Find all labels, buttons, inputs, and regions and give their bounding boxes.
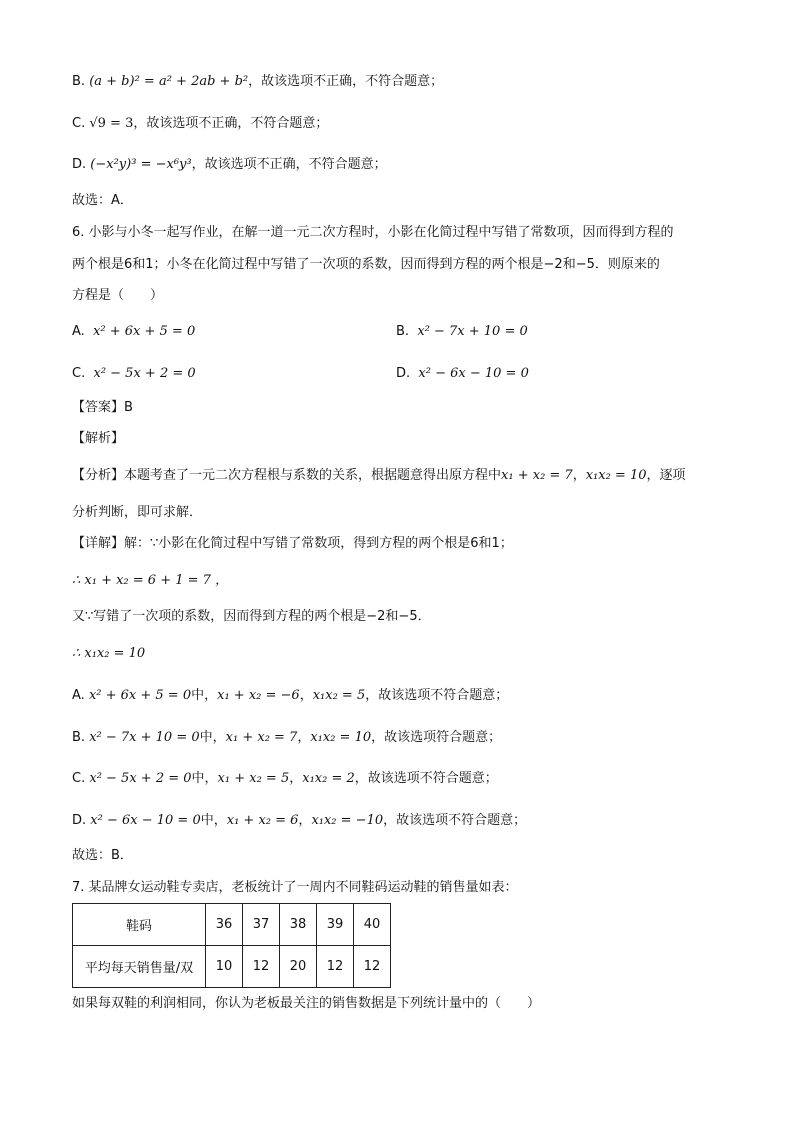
q6-check-a: A. x² + 6x + 5 = 0中，x₁ + x₂ = −6，x₁x₂ = 5，故该选项不符合题意； bbox=[72, 688, 509, 703]
formula: (a + b)² = a² + 2ab + b² bbox=[89, 74, 249, 89]
option-label: C. bbox=[72, 366, 86, 381]
q6-option-b bbox=[396, 322, 528, 342]
detail-text: 解：∵小影在化简过程中写错了常数项，得到方程的两个根是6和1； bbox=[124, 536, 513, 551]
q6-fenxi bbox=[72, 466, 686, 486]
check-label: B. bbox=[72, 730, 86, 745]
option-label: B. bbox=[396, 324, 410, 339]
check-mid: 中， bbox=[191, 771, 218, 786]
q6-analysis-tag: 【解析】 bbox=[72, 431, 125, 446]
q6-stem-line2: 两个根是6和1；小冬在化简过程中写错了一次项的系数，因而得到方程的两个根是−2和−5．则原来的 bbox=[72, 257, 660, 272]
check-sum: x₁ + x₂ = −6 bbox=[217, 688, 300, 703]
option-label: A. bbox=[72, 324, 85, 339]
fenxi-end: ，逐项 bbox=[646, 468, 686, 483]
check-mid: 中， bbox=[200, 813, 227, 828]
check-label: D. bbox=[72, 813, 87, 828]
table-row-header: 平均每天销售量/双 bbox=[73, 946, 206, 988]
table-cell: 40 bbox=[354, 904, 391, 946]
option-label: D. bbox=[72, 157, 87, 172]
table-cell: 37 bbox=[243, 904, 280, 946]
table-cell: 36 bbox=[206, 904, 243, 946]
check-verdict: ，故该选项符合题意； bbox=[371, 730, 502, 745]
table-cell: 39 bbox=[317, 904, 354, 946]
q6-check-b: B. x² − 7x + 10 = 0中，x₁ + x₂ = 7，x₁x₂ = 10，故该选项符合题意； bbox=[72, 730, 502, 745]
table-cell: 20 bbox=[280, 946, 317, 988]
check-sum: x₁ + x₂ = 7 bbox=[225, 730, 298, 745]
q6-stem-line1: 6. 小影与小冬一起写作业，在解一道一元二次方程时，小影在化简过程中写错了常数项，因而得到方程的 bbox=[72, 225, 674, 240]
q5-choice: 故选：A． bbox=[72, 193, 133, 208]
fenxi-formula-product: x₁x₂ = 10 bbox=[585, 468, 647, 483]
check-equation: x² + 6x + 5 = 0 bbox=[88, 688, 192, 703]
table-row bbox=[73, 904, 391, 946]
q5-option-d bbox=[72, 155, 387, 175]
answer-value: B bbox=[124, 400, 133, 415]
detail-tag: 【详解】 bbox=[72, 536, 125, 551]
table-cell: 12 bbox=[354, 946, 391, 988]
table-cell: 38 bbox=[280, 904, 317, 946]
table-cell: 10 bbox=[206, 946, 243, 988]
q6-answer bbox=[72, 398, 133, 418]
option-label: C. bbox=[72, 116, 86, 131]
check-verdict: ，故该选项不符合题意； bbox=[365, 688, 509, 703]
check-equation: x² − 6x − 10 = 0 bbox=[90, 813, 201, 828]
q5-option-c bbox=[72, 114, 328, 134]
comment: ，故该选项不正确，不符合题意； bbox=[248, 74, 444, 89]
check-verdict: ，故该选项不符合题意； bbox=[354, 771, 498, 786]
comment: ，故该选项不正确，不符合题意； bbox=[191, 157, 387, 172]
q6-check-c: C. x² − 5x + 2 = 0中，x₁ + x₂ = 5，x₁x₂ = 2，故该选项不符合题意； bbox=[72, 771, 498, 786]
q6-check-d: D. x² − 6x − 10 = 0中，x₁ + x₂ = 6，x₁x₂ = −10，故该选项不符合题意； bbox=[72, 813, 527, 828]
check-label: C. bbox=[72, 771, 86, 786]
option-formula: x² − 6x − 10 = 0 bbox=[418, 366, 529, 381]
check-label: A. bbox=[72, 688, 85, 703]
check-sum: x₁ + x₂ = 6 bbox=[226, 813, 299, 828]
option-formula: x² − 7x + 10 = 0 bbox=[417, 324, 528, 339]
check-product: x₁x₂ = 2 bbox=[302, 771, 355, 786]
option-label: D. bbox=[396, 366, 411, 381]
option-formula: x² + 6x + 5 = 0 bbox=[93, 324, 196, 339]
table-row-header: 鞋码 bbox=[73, 904, 206, 946]
q6-choice: 故选：B． bbox=[72, 848, 133, 863]
q6-option-d bbox=[396, 364, 529, 384]
formula: (−x²y)³ = −x⁶y³ bbox=[90, 157, 192, 172]
q6-fenxi-line2: 分析判断，即可求解． bbox=[72, 505, 203, 520]
q6-option-a bbox=[72, 322, 195, 342]
check-product: x₁x₂ = 10 bbox=[310, 730, 372, 745]
check-product: x₁x₂ = −10 bbox=[311, 813, 384, 828]
table-cell: 12 bbox=[317, 946, 354, 988]
q5-option-b bbox=[72, 72, 443, 92]
fenxi-text: 本题考查了一元二次方程根与系数的关系，根据题意得出原方程中 bbox=[124, 468, 502, 483]
q6-step-wrong-coefficient: 又∵写错了一次项的系数，因而得到方程的两个根是−2和−5． bbox=[72, 609, 431, 624]
fenxi-tag: 【分析】 bbox=[72, 468, 125, 483]
check-mid: 中， bbox=[191, 688, 218, 703]
answer-tag: 【答案】 bbox=[72, 400, 125, 415]
q6-detail bbox=[72, 534, 513, 554]
q6-stem-line3: 方程是（ ） bbox=[72, 288, 164, 303]
q7-stem: 7. 某品牌女运动鞋专卖店，老板统计了一周内不同鞋码运动鞋的销售量如表： bbox=[72, 880, 518, 895]
shoe-sales-table bbox=[72, 903, 391, 988]
formula: √9 = 3 bbox=[89, 116, 134, 131]
q6-step-product: ∴ x₁x₂ = 10 bbox=[72, 646, 146, 661]
option-label: B. bbox=[72, 74, 86, 89]
table-row bbox=[73, 946, 391, 988]
check-mid: 中， bbox=[199, 730, 226, 745]
check-sum: x₁ + x₂ = 5 bbox=[217, 771, 290, 786]
check-product: x₁x₂ = 5 bbox=[312, 688, 366, 703]
check-equation: x² − 5x + 2 = 0 bbox=[89, 771, 192, 786]
table-cell: 12 bbox=[243, 946, 280, 988]
option-formula: x² − 5x + 2 = 0 bbox=[93, 366, 196, 381]
q7-question: 如果每双鞋的利润相同，你认为老板最关注的销售数据是下列统计量中的（ ） bbox=[72, 996, 541, 1011]
check-equation: x² − 7x + 10 = 0 bbox=[89, 730, 200, 745]
q6-option-c bbox=[72, 364, 196, 384]
fenxi-formula-sum: x₁ + x₂ = 7 bbox=[501, 468, 573, 483]
fenxi-sep: ， bbox=[572, 468, 586, 483]
comment: ，故该选项不正确，不符合题意； bbox=[133, 116, 329, 131]
check-verdict: ，故该选项不符合题意； bbox=[383, 813, 527, 828]
q6-step-sum: ∴ x₁ + x₂ = 6 + 1 = 7 ， bbox=[72, 573, 229, 588]
